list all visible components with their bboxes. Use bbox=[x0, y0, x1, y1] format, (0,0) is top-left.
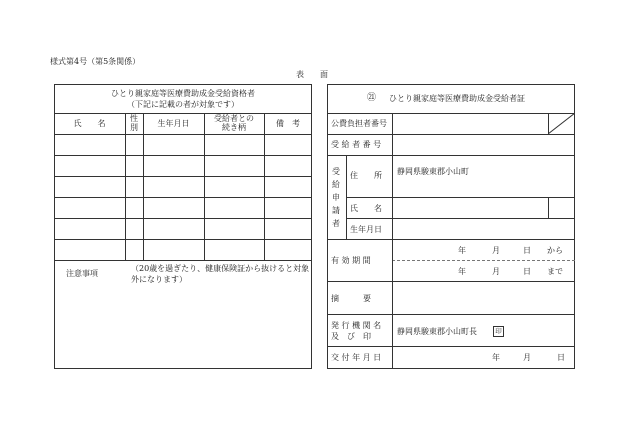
payer-number-label: 公費負担者番号 bbox=[331, 119, 387, 128]
issue-date-month: 月 bbox=[523, 353, 531, 362]
column-remarks: 備 考 bbox=[276, 119, 300, 128]
applicant-char-5: 者 bbox=[332, 219, 340, 228]
applicant-char-3: 申 bbox=[332, 193, 340, 202]
notes-text-line1: （20歳を過ぎたり、健康保険証から抜けると対象 bbox=[131, 264, 310, 273]
validity-to-suffix: まで bbox=[547, 267, 563, 276]
validity-from-month: 月 bbox=[492, 246, 500, 255]
seal-mark: 印 bbox=[493, 326, 504, 337]
validity-from-suffix: から bbox=[547, 246, 563, 255]
validity-to-day: 日 bbox=[523, 267, 531, 276]
issue-date-label: 交 付 年 月 日 bbox=[331, 353, 382, 362]
applicant-name-label: 氏 名 bbox=[350, 204, 382, 213]
validity-from-day: 日 bbox=[523, 246, 531, 255]
issue-date-year: 年 bbox=[492, 353, 500, 362]
applicant-char-4: 請 bbox=[332, 206, 340, 215]
applicant-char-1: 受 bbox=[332, 167, 340, 176]
eligibility-form-subtitle: （下記に記載の者が対象です） bbox=[127, 100, 239, 109]
eligibility-form-title: ひとり親家庭等医療費助成金受給資格者 bbox=[111, 89, 255, 98]
validity-to-year: 年 bbox=[458, 267, 466, 276]
column-name: 氏 名 bbox=[73, 119, 106, 128]
column-sex-top: 性 bbox=[130, 114, 138, 123]
address-value: 静岡県駿東郡小山町 bbox=[397, 167, 469, 176]
notes-label: 注意事項 bbox=[66, 269, 98, 278]
issuer-value: 静岡県駿東郡小山町長 bbox=[397, 327, 477, 336]
applicant-char-2: 給 bbox=[332, 180, 340, 189]
issuer-label-line1: 発 行 機 関 名 bbox=[331, 321, 382, 330]
payer-number-corner-slash bbox=[548, 113, 575, 134]
notes-text-line2: 外になります） bbox=[131, 275, 187, 284]
certificate-mark: ㉑ bbox=[367, 93, 377, 103]
recipient-number-label: 受 給 者 番 号 bbox=[331, 140, 382, 149]
summary-label: 摘 要 bbox=[331, 294, 371, 303]
column-relation-top: 受給者との bbox=[214, 114, 254, 123]
validity-label: 有 効 期 間 bbox=[331, 256, 371, 265]
column-birthdate: 生年月日 bbox=[157, 119, 190, 128]
column-sex-bottom: 別 bbox=[130, 123, 138, 132]
validity-from-year: 年 bbox=[458, 246, 466, 255]
validity-to-month: 月 bbox=[492, 267, 500, 276]
certificate-title: ひとり親家庭等医療費助成金受給者証 bbox=[389, 94, 525, 103]
issue-date-day: 日 bbox=[557, 353, 565, 362]
form-number: 様式第4号（第5条関係） bbox=[50, 57, 141, 66]
column-relation-bottom: 続き柄 bbox=[222, 123, 246, 132]
side-label: 表 面 bbox=[296, 70, 328, 79]
applicant-birthdate-label: 生年月日 bbox=[350, 225, 382, 234]
issuer-label-line2: 及 び 印 bbox=[331, 332, 371, 341]
address-label: 住 所 bbox=[350, 171, 382, 180]
